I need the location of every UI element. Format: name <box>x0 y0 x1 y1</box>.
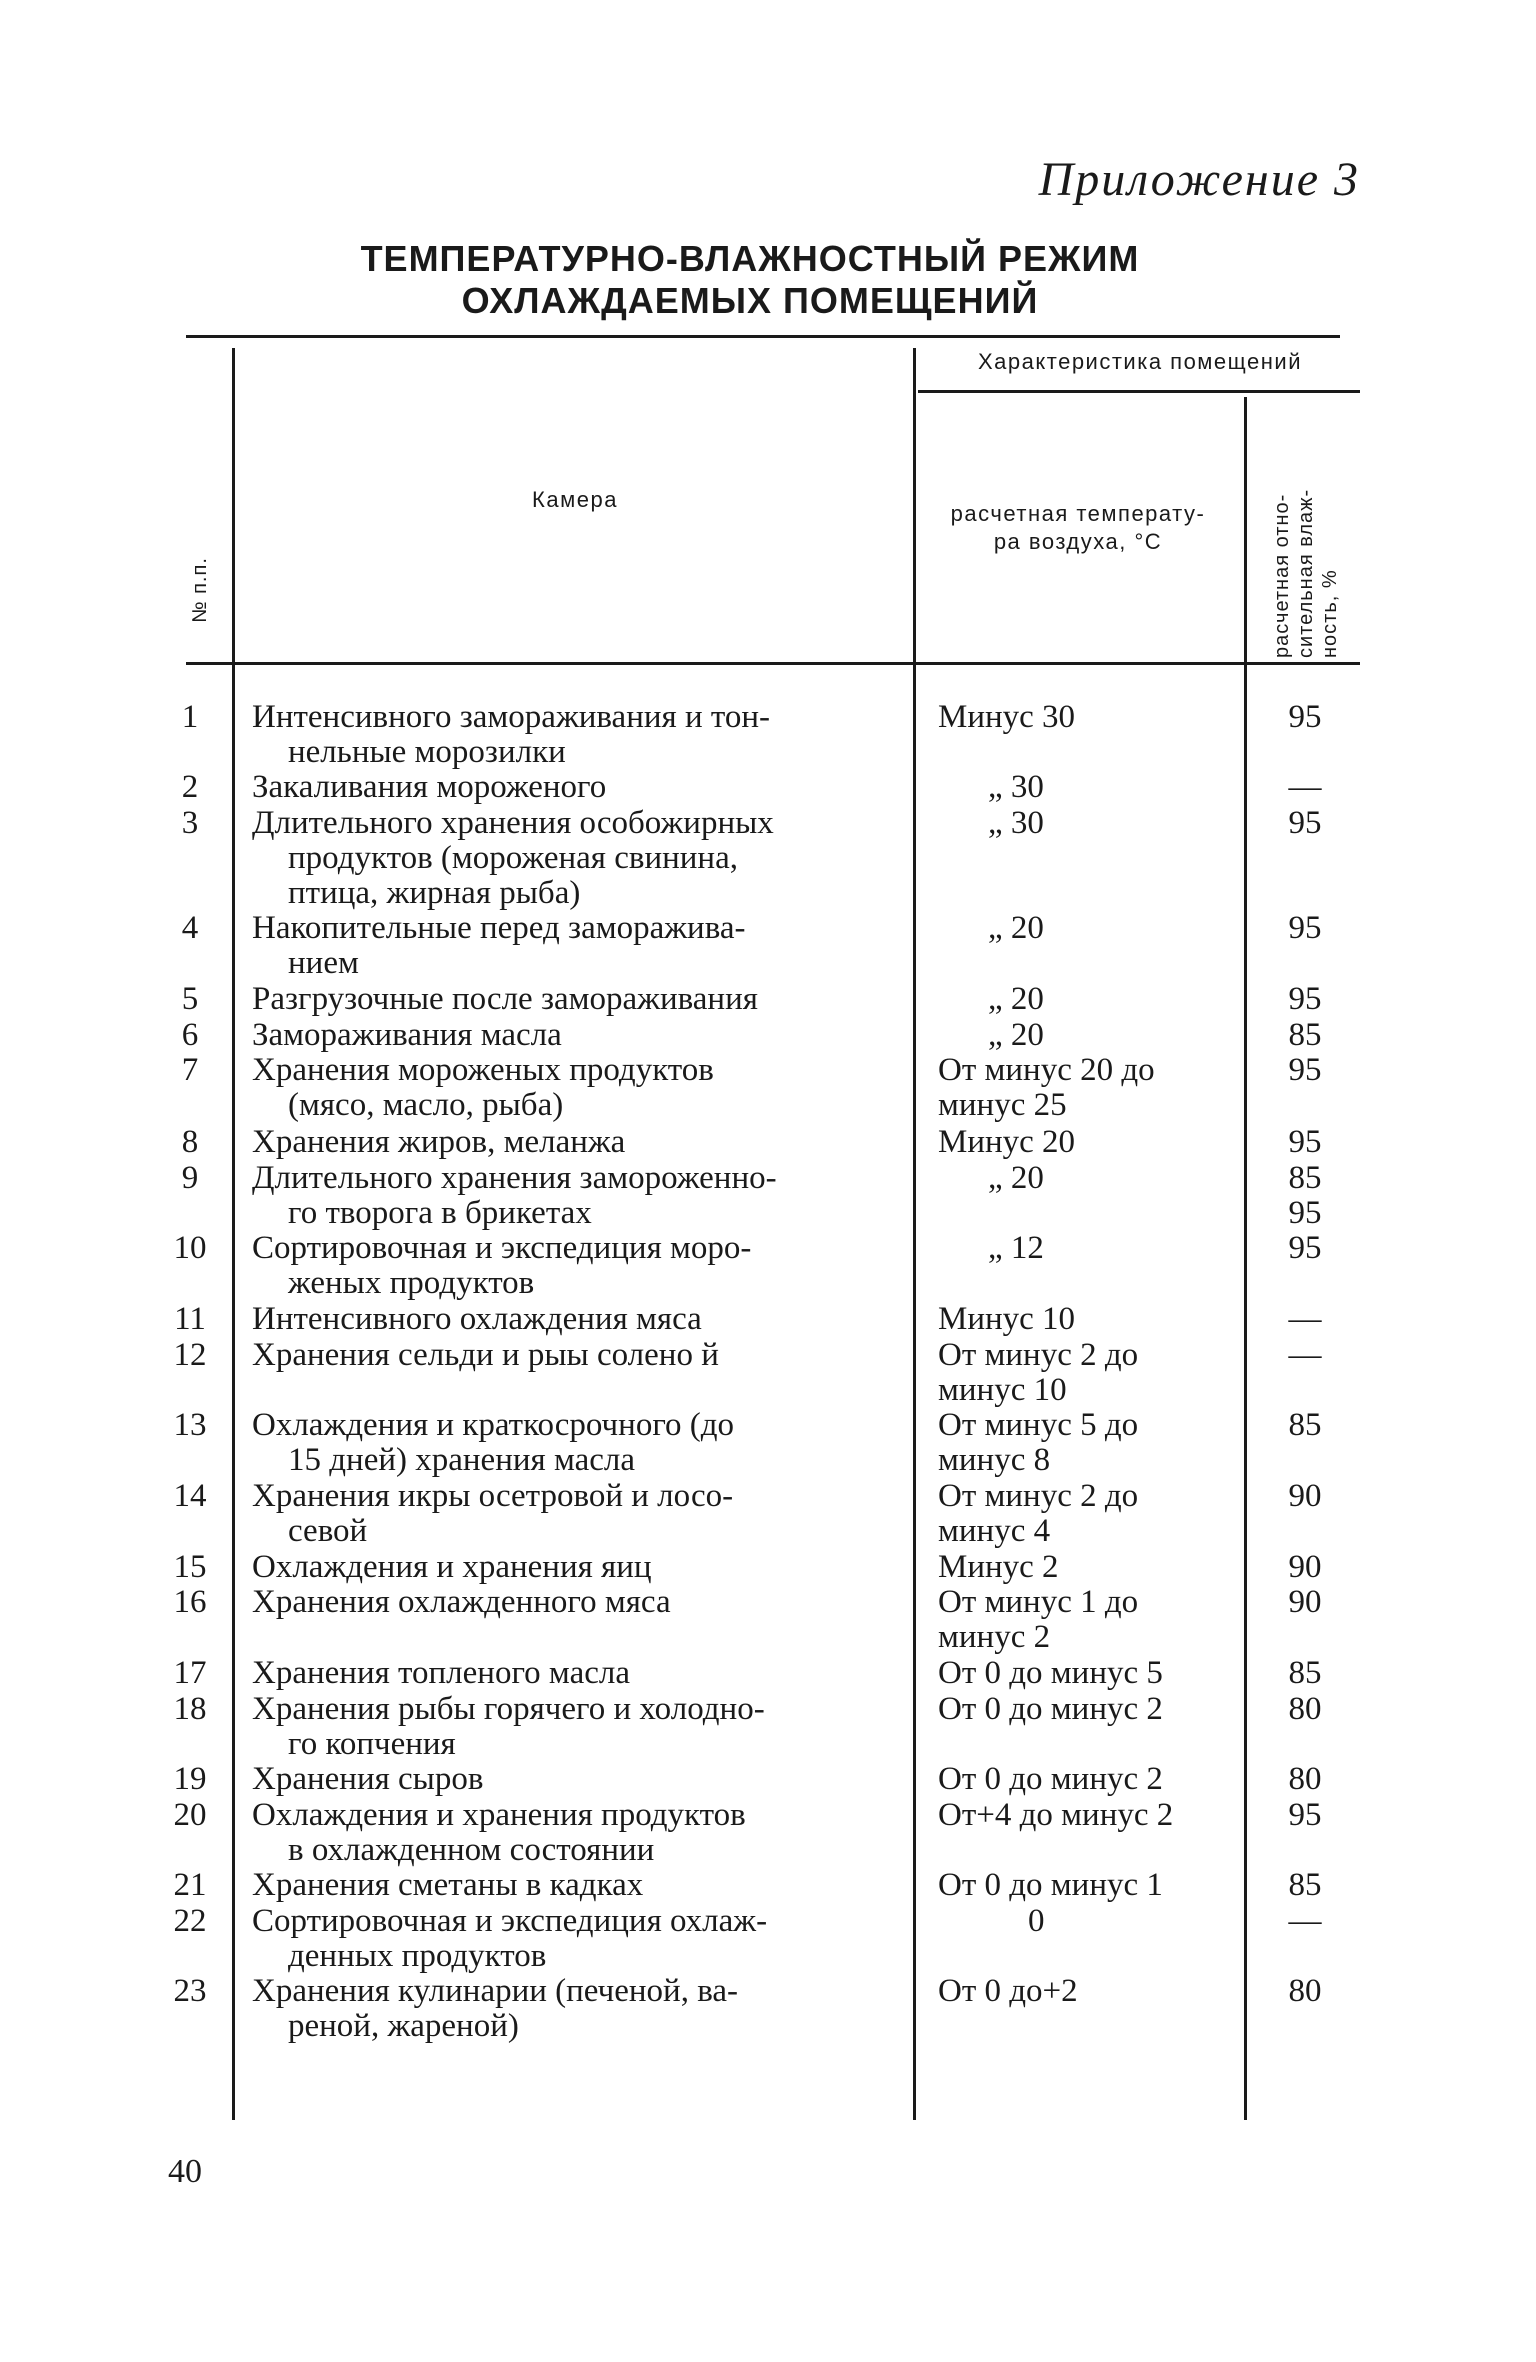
temperature-cell <box>916 700 1248 735</box>
temperature-cell <box>916 1868 1248 1903</box>
row-number: 10 <box>173 1230 207 1266</box>
humidity-value: — <box>1288 1301 1322 1337</box>
chamber-line: Охлаждения и хранения яиц <box>252 1549 652 1585</box>
row-number: 12 <box>173 1337 207 1373</box>
humidity-value: 85 <box>1288 1867 1322 1903</box>
appendix-label: Приложение 3 <box>1038 153 1360 206</box>
humidity-value: 95 <box>1288 1230 1322 1266</box>
header-bottom-rule <box>186 662 1360 665</box>
humidity-cell <box>1252 1231 1358 1266</box>
row-number: 7 <box>181 1052 199 1088</box>
humidity-cell <box>1252 700 1358 735</box>
row-number: 19 <box>173 1761 207 1797</box>
temperature-line: минус 8 <box>938 1442 1051 1478</box>
humidity-value: 95 <box>1288 805 1322 841</box>
chamber-cell <box>252 1302 904 1337</box>
humidity-cell <box>1252 1692 1358 1727</box>
chamber-line: Хранения сыров <box>252 1761 484 1797</box>
header-temperature-line-2: ра воздуха, °С <box>993 529 1163 554</box>
document-title <box>300 238 1200 322</box>
chamber-cell <box>252 1692 904 1762</box>
header-temperature-line-1: расчетная температу- <box>950 501 1206 526</box>
chamber-line: денных продуктов <box>288 1938 547 1974</box>
humidity-value: 90 <box>1288 1584 1322 1620</box>
chamber-cell <box>252 1974 904 2044</box>
chamber-cell <box>252 700 904 770</box>
humidity-cell <box>1252 1762 1358 1797</box>
humidity-value: — <box>1288 769 1322 805</box>
chamber-cell <box>252 1904 904 1974</box>
humidity-value: 95 <box>1288 1052 1322 1088</box>
chamber-cell <box>252 1161 904 1231</box>
humidity-value: 95 <box>1288 910 1322 946</box>
temperature-line: Минус 10 <box>938 1301 1076 1337</box>
temperature-cell <box>916 1479 1248 1549</box>
humidity-value: 90 <box>1288 1478 1322 1514</box>
chamber-line: нием <box>288 945 359 981</box>
humidity-cell <box>1252 1408 1358 1443</box>
chamber-line: продуктов (мороженая свинина, <box>288 840 738 876</box>
row-number: 22 <box>173 1903 207 1939</box>
humidity-value: 95 <box>1288 1797 1322 1833</box>
temperature-cell <box>916 1798 1248 1833</box>
temperature-cell <box>916 1053 1248 1123</box>
temperature-line: От минус 2 до <box>938 1478 1139 1514</box>
humidity-value: 90 <box>1288 1549 1322 1585</box>
temperature-line: „ 20 <box>988 981 1044 1017</box>
humidity-cell <box>1252 1656 1358 1691</box>
humidity-cell <box>1252 911 1358 946</box>
chamber-line: в охлажденном состоянии <box>288 1832 655 1868</box>
header-humidity-line-2: сительная влаж- <box>1295 488 1317 658</box>
header-chamber: Камера <box>532 487 618 512</box>
header-humidity-line-1: расчетная отно- <box>1271 493 1293 658</box>
chamber-cell <box>252 1479 904 1549</box>
humidity-cell <box>1252 1904 1358 1939</box>
chamber-line: го творога в брикетах <box>288 1195 592 1231</box>
humidity-cell <box>1252 1053 1358 1088</box>
humidity-cell <box>1252 1338 1358 1373</box>
temperature-cell <box>916 1125 1248 1160</box>
temperature-line: От 0 до минус 5 <box>938 1655 1163 1691</box>
humidity-cell <box>1252 770 1358 805</box>
humidity-cell <box>1252 1974 1358 2009</box>
temperature-cell <box>916 1692 1248 1727</box>
chamber-cell <box>252 911 904 981</box>
page-number: 40 <box>168 2153 202 2190</box>
humidity-cell <box>1252 806 1358 841</box>
temperature-line: 0 <box>1028 1903 1045 1939</box>
temperature-line: От 0 до минус 1 <box>938 1867 1163 1903</box>
chamber-cell <box>252 1125 904 1160</box>
temperature-line: „ 30 <box>988 805 1044 841</box>
temperature-cell <box>916 982 1248 1017</box>
humidity-value: 95 <box>1288 981 1322 1017</box>
chamber-line: птица, жирная рыба) <box>288 875 581 911</box>
column-divider-num <box>232 348 235 2120</box>
row-number: 23 <box>173 1973 207 2009</box>
humidity-cell <box>1252 1550 1358 1585</box>
title-line-2: ОХЛАЖДАЕМЫХ ПОМЕЩЕНИЙ <box>461 280 1039 321</box>
temperature-line: минус 4 <box>938 1513 1051 1549</box>
humidity-value: 80 <box>1288 1973 1322 2009</box>
temperature-line: Минус 20 <box>938 1124 1076 1160</box>
row-number: 13 <box>173 1407 207 1443</box>
temperature-cell <box>916 1338 1248 1408</box>
row-number: 16 <box>173 1584 207 1620</box>
row-number: 6 <box>181 1017 199 1053</box>
temperature-cell <box>916 1974 1248 2009</box>
humidity-value: 80 <box>1288 1761 1322 1797</box>
temperature-line: „ 20 <box>988 1017 1044 1053</box>
table-top-rule <box>186 335 1340 338</box>
chamber-cell <box>252 1762 904 1797</box>
chamber-line: Хранения сельди и рыы солено й <box>252 1337 719 1373</box>
temperature-line: Минус 30 <box>938 699 1076 735</box>
humidity-cell <box>1252 1018 1358 1053</box>
temperature-line: От 0 до+2 <box>938 1973 1078 2009</box>
chamber-cell <box>252 1338 904 1373</box>
temperature-line: От минус 5 до <box>938 1407 1139 1443</box>
chamber-line: Интенсивного охлаждения мяса <box>252 1301 702 1337</box>
temperature-cell <box>916 1585 1248 1655</box>
row-number: 8 <box>181 1124 199 1160</box>
row-number: 4 <box>181 910 199 946</box>
chamber-line: Хранения икры осетровой и лосо- <box>252 1478 734 1514</box>
temperature-cell <box>916 911 1248 946</box>
chamber-line: Охлаждения и краткосрочного (до <box>252 1407 735 1443</box>
chamber-cell <box>252 1798 904 1868</box>
humidity-value: — <box>1288 1337 1322 1373</box>
humidity-cell <box>1252 1302 1358 1337</box>
chamber-cell <box>252 1550 904 1585</box>
chamber-line: Накопительные перед заморажива- <box>252 910 746 946</box>
header-row-number: № п.п. <box>189 557 211 623</box>
temperature-cell <box>916 1762 1248 1797</box>
chamber-line: Сортировочная и экспедиция охлаж- <box>252 1903 768 1939</box>
humidity-value: 85 <box>1288 1160 1322 1196</box>
chamber-line: Интенсивного замораживания и тон- <box>252 699 770 735</box>
humidity-value: 95 <box>1288 1195 1322 1231</box>
temperature-cell <box>916 1408 1248 1478</box>
temperature-cell <box>916 1231 1248 1266</box>
chamber-line: Длительного хранения особожирных <box>252 805 774 841</box>
chamber-cell <box>252 770 904 805</box>
header-humidity <box>1270 408 1350 658</box>
chamber-line: реной, жареной) <box>288 2008 519 2044</box>
chamber-line: Длительного хранения замороженно- <box>252 1160 777 1196</box>
chamber-cell <box>252 1408 904 1478</box>
temperature-line: минус 2 <box>938 1619 1051 1655</box>
temperature-cell <box>916 1018 1248 1053</box>
chamber-line: 15 дней) хранения масла <box>288 1442 636 1478</box>
chamber-line: (мясо, масло, рыба) <box>288 1087 564 1123</box>
temperature-line: От 0 до минус 2 <box>938 1691 1163 1727</box>
temperature-line: „ 20 <box>988 1160 1044 1196</box>
temperature-line: Минус 2 <box>938 1549 1059 1585</box>
temperature-cell <box>916 806 1248 841</box>
row-number: 5 <box>181 981 199 1017</box>
temperature-line: минус 25 <box>938 1087 1067 1123</box>
temperature-line: минус 10 <box>938 1372 1067 1408</box>
humidity-cell <box>1252 1125 1358 1160</box>
temperature-line: „ 12 <box>988 1230 1044 1266</box>
row-number: 2 <box>181 769 199 805</box>
chamber-line: Хранения охлажденного мяса <box>252 1584 671 1620</box>
chamber-line: Закаливания мороженого <box>252 769 607 805</box>
humidity-value: — <box>1288 1903 1322 1939</box>
humidity-value: 80 <box>1288 1691 1322 1727</box>
header-characteristics: Характеристика помещений <box>978 349 1302 374</box>
humidity-cell <box>1252 1868 1358 1903</box>
row-number: 17 <box>173 1655 207 1691</box>
chamber-line: женых продуктов <box>288 1265 535 1301</box>
temperature-cell <box>916 770 1248 805</box>
temperature-line: От 0 до минус 2 <box>938 1761 1163 1797</box>
chamber-cell <box>252 1868 904 1903</box>
humidity-value: 95 <box>1288 699 1322 735</box>
row-number: 11 <box>174 1301 206 1337</box>
chamber-cell <box>252 1231 904 1301</box>
chamber-cell <box>252 806 904 911</box>
chamber-line: Хранения жиров, меланжа <box>252 1124 626 1160</box>
humidity-cell <box>1252 1161 1358 1231</box>
row-number: 1 <box>181 699 199 735</box>
header-subrule <box>918 390 1360 393</box>
humidity-value: 95 <box>1288 1124 1322 1160</box>
temperature-cell <box>916 1161 1248 1196</box>
chamber-cell <box>252 1018 904 1053</box>
chamber-line: Хранения рыбы горячего и холодно- <box>252 1691 765 1727</box>
chamber-cell <box>252 1053 904 1123</box>
temperature-line: „ 20 <box>988 910 1044 946</box>
row-number: 14 <box>173 1478 207 1514</box>
humidity-cell <box>1252 1585 1358 1620</box>
temperature-line: От минус 20 до <box>938 1052 1155 1088</box>
chamber-line: нельные морозилки <box>288 734 566 770</box>
humidity-cell <box>1252 1798 1358 1833</box>
temperature-cell <box>916 1904 1248 1939</box>
chamber-line: го копчения <box>288 1726 456 1762</box>
row-number: 20 <box>173 1797 207 1833</box>
chamber-line: севой <box>288 1513 368 1549</box>
chamber-cell <box>252 1656 904 1691</box>
title-line-1: ТЕМПЕРАТУРНО-ВЛАЖНОСТНЫЙ РЕЖИМ <box>360 238 1140 279</box>
header-humidity-line-3: ность, % <box>1319 569 1341 658</box>
row-number: 15 <box>173 1549 207 1585</box>
chamber-line: Охлаждения и хранения продуктов <box>252 1797 746 1833</box>
temperature-line: „ 30 <box>988 769 1044 805</box>
chamber-line: Замораживания масла <box>252 1017 562 1053</box>
chamber-line: Хранения кулинарии (печеной, ва- <box>252 1973 738 2009</box>
chamber-line: Хранения сметаны в кадках <box>252 1867 644 1903</box>
chamber-line: Разгрузочные после замораживания <box>252 981 758 1017</box>
header-temperature <box>910 500 1246 556</box>
humidity-value: 85 <box>1288 1655 1322 1691</box>
humidity-value: 85 <box>1288 1017 1322 1053</box>
chamber-cell <box>252 1585 904 1620</box>
temperature-cell <box>916 1656 1248 1691</box>
row-number: 9 <box>181 1160 199 1196</box>
chamber-line: Сортировочная и экспедиция моро- <box>252 1230 752 1266</box>
humidity-value: 85 <box>1288 1407 1322 1443</box>
chamber-cell <box>252 982 904 1017</box>
humidity-cell <box>1252 982 1358 1017</box>
humidity-cell <box>1252 1479 1358 1514</box>
chamber-line: Хранения топленого масла <box>252 1655 630 1691</box>
row-number: 18 <box>173 1691 207 1727</box>
chamber-line: Хранения мороженых продуктов <box>252 1052 714 1088</box>
temperature-line: От минус 1 до <box>938 1584 1139 1620</box>
row-number: 21 <box>173 1867 207 1903</box>
temperature-line: От+4 до минус 2 <box>938 1797 1174 1833</box>
temperature-cell <box>916 1302 1248 1337</box>
row-number: 3 <box>181 805 199 841</box>
temperature-line: От минус 2 до <box>938 1337 1139 1373</box>
temperature-cell <box>916 1550 1248 1585</box>
